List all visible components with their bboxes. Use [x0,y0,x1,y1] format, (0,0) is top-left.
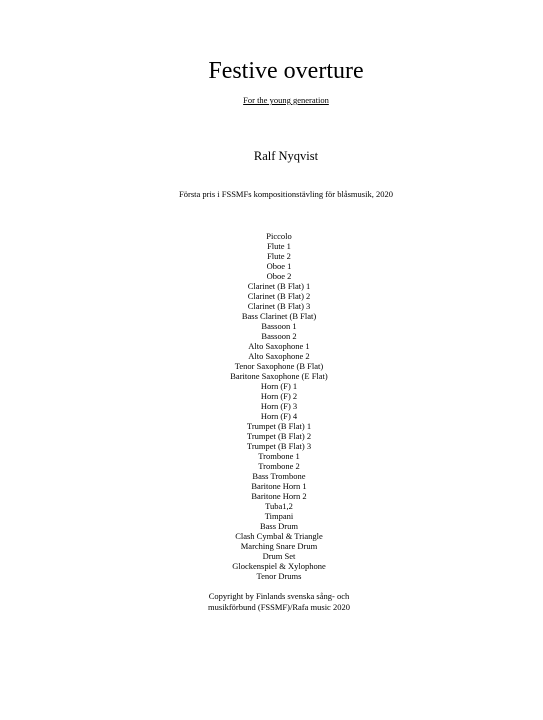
instrument-item: Piccolo [266,231,292,241]
instrument-list [0,231,543,581]
instrument-item: Bass Clarinet (B Flat) [241,311,317,321]
copyright-notice [0,591,543,613]
instrument-item: Baritone Saxophone (E Flat) [230,371,328,381]
instrument-item: Marching Snare Drum [240,541,318,551]
instrument-item: Clarinet (B Flat) 2 [247,291,311,301]
instrument-item: Bassoon 2 [261,331,297,341]
instrument-item: Horn (F) 4 [260,411,298,421]
instrument-item: Clarinet (B Flat) 3 [247,301,311,311]
instrument-item: Baritone Horn 1 [251,481,307,491]
copyright-line-2: musikförbund (FSSMF)/Rafa music 2020 [208,602,350,612]
instrument-item: Alto Saxophone 2 [248,351,310,361]
page-title: Festive overture [208,58,364,84]
instrument-item: Flute 2 [267,251,291,261]
instrument-item: Horn (F) 3 [260,401,298,411]
instrument-item: Tuba1,2 [265,501,293,511]
instrument-item: Clarinet (B Flat) 1 [247,281,311,291]
instrument-item: Trumpet (B Flat) 2 [246,431,312,441]
instrument-item: Trumpet (B Flat) 1 [246,421,312,431]
instrument-item: Trombone 2 [258,461,300,471]
copyright-line-1: Copyright by Finlands svenska sång- och [208,591,350,601]
instrument-item: Tenor Drums [256,571,302,581]
subtitle: For the young generation [243,95,329,105]
instrument-item: Drum Set [262,551,296,561]
instrument-item: Baritone Horn 2 [251,491,307,501]
instrument-item: Flute 1 [267,241,291,251]
instrument-item: Tenor Saxophone (B Flat) [234,361,324,371]
instrument-item: Glockenspiel & Xylophone [232,561,326,571]
instrument-item: Bass Drum [259,521,298,531]
instrument-item: Timpani [264,511,294,521]
instrument-item: Oboe 2 [266,271,292,281]
instrument-item: Bassoon 1 [261,321,297,331]
award-line: Första pris i FSSMFs kompositionstävling för blåsmusik, 2020 [179,189,393,199]
instrument-item: Horn (F) 1 [260,381,298,391]
composer-name: Ralf Nyqvist [253,149,319,163]
instrument-item: Horn (F) 2 [260,391,298,401]
instrument-item: Trombone 1 [258,451,300,461]
instrument-item: Trumpet (B Flat) 3 [246,441,312,451]
instrument-item: Oboe 1 [266,261,292,271]
instrument-item: Clash Cymbal & Triangle [235,531,323,541]
instrument-item: Alto Saxophone 1 [248,341,310,351]
instrument-item: Bass Trombone [252,471,306,481]
